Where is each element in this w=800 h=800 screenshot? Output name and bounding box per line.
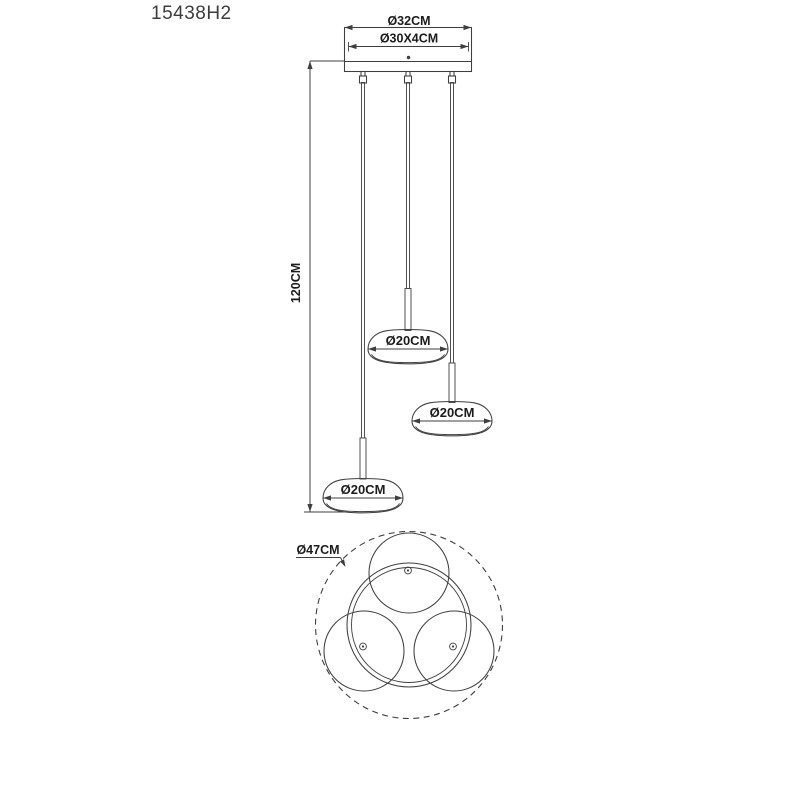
cord-grip-neck [450, 72, 454, 77]
shade-diameter-label: Ø20CM [340, 482, 386, 497]
lamp-stem [360, 438, 366, 479]
arrow-leader-icon [340, 559, 346, 567]
shade-diameter-label: Ø20CM [429, 405, 475, 420]
suspension-cord [451, 83, 454, 364]
canopy-disc-inner [352, 568, 467, 683]
pendant-left [323, 72, 403, 513]
front-view [289, 14, 492, 513]
canopy-center-dot [407, 56, 410, 59]
arrow-right-icon [464, 25, 472, 30]
arrow-left-icon [412, 418, 420, 423]
cord-grip-neck [361, 72, 365, 77]
pendant-middle [368, 72, 448, 364]
arrow-left-icon [368, 346, 376, 351]
bottom-view [296, 532, 503, 719]
arrow-left-icon [345, 25, 353, 30]
arrow-right-icon [461, 44, 469, 49]
arrow-left-icon [323, 495, 331, 500]
mounting-hole-right [450, 643, 457, 650]
hole-dot [407, 569, 409, 571]
canopy-outer-diameter-label: Ø32CM [387, 14, 431, 28]
arrow-right-icon [484, 418, 492, 423]
canopy-disc-outer [347, 563, 471, 687]
pendant-right [412, 72, 492, 436]
lamp-shade [412, 402, 492, 436]
arrow-up-icon [307, 61, 312, 69]
cord-grip [449, 76, 456, 83]
shade-circle-bottom-right [414, 611, 494, 691]
cord-grip-neck [406, 72, 410, 77]
drop-height-label: 120CM [289, 262, 303, 304]
suspension-cord [407, 83, 410, 289]
ceiling-canopy [345, 14, 472, 72]
mounting-hole-left [360, 643, 367, 650]
drop-height-dimension [289, 61, 346, 512]
canopy-plate-label: Ø30X4CM [379, 31, 439, 46]
cord-grip [405, 76, 412, 83]
lamp-stem [405, 289, 411, 331]
arrow-down-icon [307, 504, 312, 512]
arrow-right-icon [395, 495, 403, 500]
arrow-right-icon [440, 346, 448, 351]
hole-dot [452, 645, 454, 647]
arrow-left-icon [349, 44, 357, 49]
mounting-hole-top [405, 567, 412, 574]
product-code: 15438H2 [151, 3, 232, 24]
lamp-stem [449, 363, 455, 403]
shade-circle-bottom-left [324, 611, 404, 691]
overall-diameter-label: Ø47CM [296, 543, 340, 557]
lamp-shade [323, 479, 403, 513]
shade-diameter-label: Ø20CM [385, 333, 431, 348]
cord-grip [360, 76, 367, 83]
shade-circle-top [369, 533, 449, 613]
suspension-cord [362, 83, 365, 439]
lamp-shade [368, 330, 448, 364]
hole-dot [362, 645, 364, 647]
